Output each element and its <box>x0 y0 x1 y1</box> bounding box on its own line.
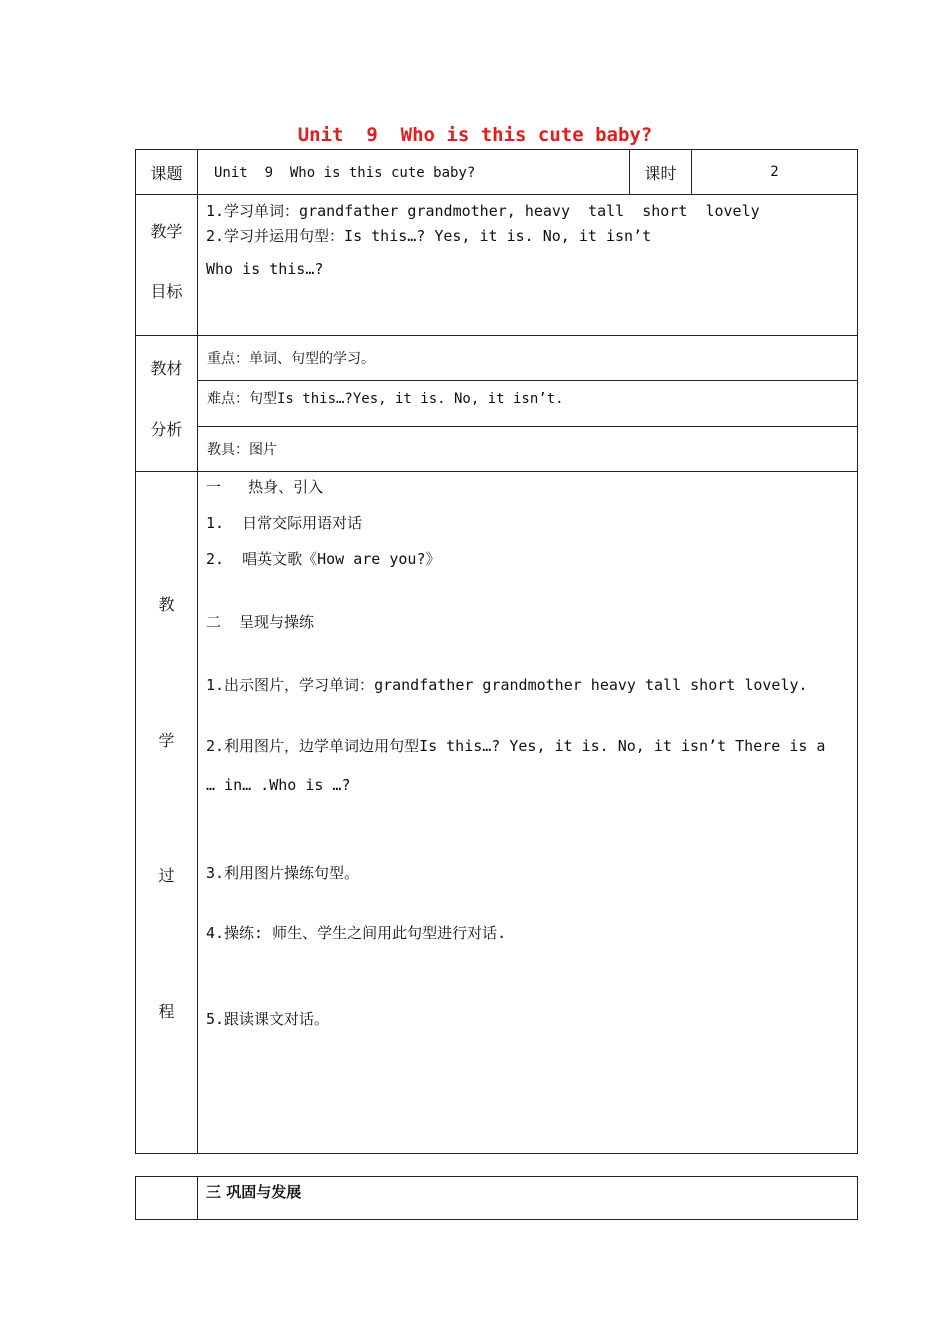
warmup-heading: 一 热身、引入 <box>206 478 324 496</box>
analysis-label <box>136 336 198 472</box>
goals-line-3: Who is this…? <box>206 260 324 278</box>
present-heading: 二 呈现与操练 <box>206 613 315 631</box>
step-4: 4.操练: 师生、学生之间用此句型进行对话. <box>206 924 507 942</box>
difficulty-cell <box>198 381 858 426</box>
goals-line-1: 1.学习单词：grandfather grandmother, heavy tall short lovely <box>206 202 760 220</box>
warmup-item-1: 1. 日常交际用语对话 <box>206 514 363 532</box>
process-label-2: 学 <box>158 731 175 750</box>
key-point-text: 重点：单词、句型的学习。 <box>207 351 375 368</box>
goals-label-1: 教学 <box>150 222 183 241</box>
topic-label: 课题 <box>136 150 198 195</box>
step-5: 5.跟读课文对话。 <box>206 1010 330 1028</box>
process-label-1: 教 <box>158 595 175 614</box>
consolidate-table <box>135 1176 858 1220</box>
step-3: 3.利用图片操练句型。 <box>206 864 360 882</box>
tools-cell <box>198 426 858 471</box>
warmup-item-2: 2. 唱英文歌《How are you?》 <box>206 550 441 568</box>
topic-value-text: Unit 9 Who is this cute baby? <box>214 165 476 181</box>
consolidate-heading-cell <box>198 1177 858 1220</box>
process-label <box>136 472 198 1154</box>
step-2a: 2.利用图片，边学单词边用句型Is this…? Yes, it is. No, it isn’t There is a <box>206 737 826 755</box>
process-label-4: 程 <box>158 1002 175 1021</box>
period-value: 2 <box>692 150 858 195</box>
process-content <box>198 472 858 1154</box>
goals-line-2: 2.学习并运用句型：Is this…? Yes, it is. No, it isn’t <box>206 227 652 245</box>
goals-label <box>136 195 198 336</box>
difficulty-text: 难点：句型Is this…?Yes, it is. No, it isn’t. <box>207 391 564 408</box>
process-label-3: 过 <box>158 866 175 885</box>
step-2b: … in… .Who is …? <box>206 776 351 794</box>
goals-content <box>198 195 858 336</box>
goals-label-2: 目标 <box>150 282 183 301</box>
analysis-label-1: 教材 <box>150 359 183 378</box>
tools-text: 教具：图片 <box>207 441 277 458</box>
key-point-cell <box>198 336 858 381</box>
consolidate-heading: 三 巩固与发展 <box>206 1183 302 1201</box>
consolidate-label-cell <box>136 1177 198 1220</box>
lesson-plan-table <box>135 149 858 1154</box>
period-label: 课时 <box>630 150 692 195</box>
page-title: Unit 9 Who is this cute baby? <box>297 124 653 146</box>
analysis-label-2: 分析 <box>150 420 183 439</box>
step-1: 1.出示图片，学习单词：grandfather grandmother heavy tall short lovely. <box>206 676 808 694</box>
topic-value <box>198 150 630 195</box>
